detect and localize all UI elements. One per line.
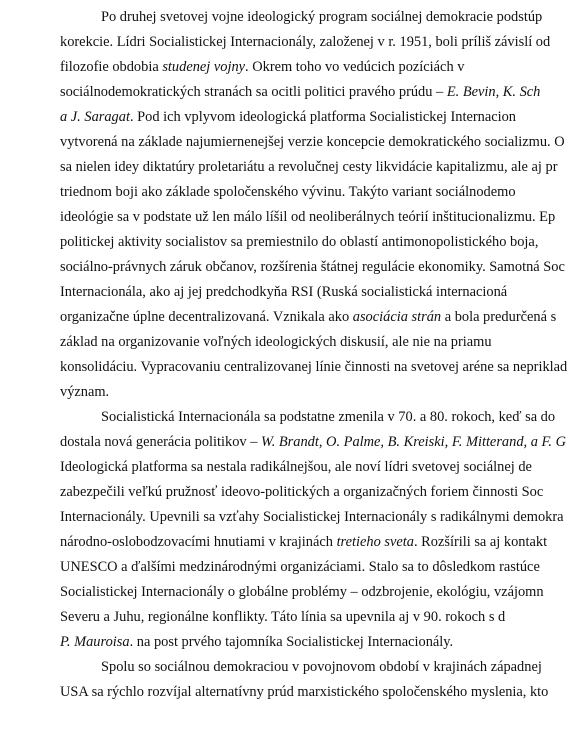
p1-line-6: vytvorená na základe najumiernenejšej verzie koncepcie demokratického socializmu. O: [60, 134, 565, 150]
p1-line-3-end: . Okrem toho vo vedúcich pozíciách v: [245, 59, 465, 75]
p2-line-8: Socialistickej Internacionály o globálne problémy – odzbrojenie, ekológiu, vzájomn: [60, 584, 544, 600]
p2-line-5: Internacionály. Upevnili sa vzťahy Socialistickej Internacionály s radikálnymi demokra: [60, 509, 564, 525]
p1-line-16: význam.: [60, 384, 110, 400]
p1-line-3: [60, 58, 464, 76]
p1-line-15: konsolidáciu. Vypracovaniu centralizovanej línie činnosti na svetovej aréne sa nepriklad: [60, 359, 568, 375]
p2-line-10: [60, 633, 453, 651]
p1-line-4: [60, 83, 540, 101]
p2-line-6-italic: tretieho sveta: [336, 534, 414, 550]
p1-line-9: ideológie sa v podstate už len málo líšil od neoliberálnych teórií inštitucionalizmu. Ep: [60, 209, 556, 225]
p1-line-13: [60, 308, 556, 326]
p1-line-13-italic: asociácia strán: [352, 309, 442, 325]
p2-line-10-end: . na post prvého tajomníka Socialistickej Internacionály.: [129, 634, 454, 650]
p2-line-1: Socialistická Internacionála sa podstatne zmenila v 70. a 80. rokoch, keď sa do: [101, 409, 556, 425]
p1-line-14: základ na organizovanie voľných ideologických diskusií, ale nie na priamu: [60, 334, 492, 350]
p2-line-3: Ideologická platforma sa nestala radikálnejšou, ale noví lídri svetovej sociálnej de: [60, 459, 532, 475]
p1-line-5-italic: a J. Saragat: [60, 109, 130, 125]
p2-line-2-italic: W. Brandt, O. Palme, B. Kreiski, F. Mitterand, a F. G: [261, 434, 567, 450]
p2-line-6-end: . Rozšírili sa aj kontakt: [413, 534, 548, 550]
p1-line-7: sa nielen idey diktatúry proletariátu a revolučnej cesty likvidácie kapitalizmu, ale aj pr: [60, 159, 558, 175]
p1-line-5-end: . Pod ich vplyvom ideologická platforma Socialistickej Internacion: [129, 109, 517, 125]
p3-line-2: USA sa rýchlo rozvíjal alternatívny prúd marxistického spoločenského myslenia, kto: [60, 684, 549, 700]
p1-line-3-italic: studenej vojny: [162, 59, 246, 75]
p1-line-13-end: a bola predurčená s: [444, 309, 557, 325]
p1-line-11: sociálno-právnych záruk občanov, rozšírenia štátnej regulácie ekonomiky. Samotná Soc: [60, 259, 565, 275]
p1-line-8: triednom boji ako základe spoločenského vývinu. Takýto variant sociálnodemo: [60, 184, 516, 200]
p2-line-9: Severu a Juhu, regionálne konflikty. Táto línia sa upevnila aj v 90. rokoch s d: [60, 609, 506, 625]
p2-line-2: [60, 433, 566, 451]
p1-line-3-start: filozofie obdobia: [60, 59, 159, 75]
p1-line-2: korekcie. Lídri Socialistickej Internacionály, založenej v r. 1951, boli príliš závislí od: [60, 34, 551, 50]
p2-line-6: [60, 533, 547, 551]
p1-line-1: Po druhej svetovej vojne ideologický program sociálnej demokracie podstúp: [101, 9, 543, 25]
p2-line-10-italic: P. Mauroisa: [60, 634, 130, 650]
p1-line-4-italic: E. Bevin, K. Sch: [446, 84, 541, 100]
p1-line-10: politickej aktivity socialistov sa premiestnilo do oblastí antimonopolistického boja,: [60, 234, 539, 250]
p2-line-7: UNESCO a ďalšími medzinárodnými organizáciami. Stalo sa to dôsledkom rastúce: [60, 559, 540, 575]
p1-line-12: Internacionála, ako aj jej predchodkyňa RSI (Ruská socialistická internacioná: [60, 284, 508, 300]
p2-line-6-start: národno-oslobodzovacími hnutiami v krajinách: [60, 534, 333, 550]
p2-line-4: zabezpečili veľkú pružnosť ideovo-politických a organizačných foriem činnosti Soc: [60, 484, 544, 500]
p1-line-13-start: organizačne úplne decentralizovaná. Vznikala ako: [60, 309, 350, 325]
p1-line-4-start: sociálnodemokratických stranách sa ocitli politici pravého prúdu –: [60, 84, 444, 100]
p2-line-2-start: dostala nová generácia politikov –: [60, 434, 258, 450]
p3-line-1: Spolu so sociálnou demokraciou v povojnovom období v krajinách západnej: [101, 659, 542, 675]
p1-line-5: [60, 108, 516, 126]
